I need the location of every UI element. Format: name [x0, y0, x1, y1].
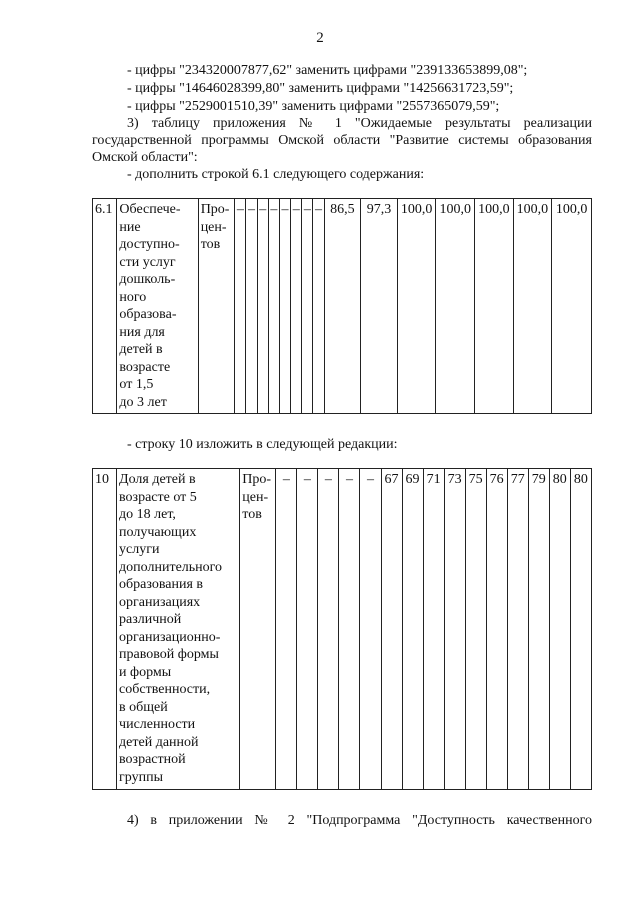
paragraph-4: 4) в приложении № 2 "Подпрограмма "Доступность качественного	[127, 813, 592, 828]
value-cell: –	[291, 199, 302, 414]
value-cell: 80	[570, 469, 591, 790]
value-cell: 73	[444, 469, 465, 790]
row-number: 10	[93, 469, 117, 790]
replace-line-2: - цифры "14646028399,80" заменить цифрами "14256631723,59";	[127, 81, 514, 96]
paragraph-3-line-3: Омской области":	[92, 150, 198, 165]
table-row	[93, 469, 592, 790]
value-cell: 76	[486, 469, 507, 790]
value-cell: 100,0	[513, 199, 552, 414]
table-row	[93, 199, 592, 414]
value-cell: 67	[381, 469, 402, 790]
value-cell: –	[339, 469, 360, 790]
value-cell: –	[297, 469, 318, 790]
value-cell: –	[268, 199, 279, 414]
value-cell: –	[276, 469, 297, 790]
value-cell: –	[302, 199, 313, 414]
value-cell: –	[318, 469, 339, 790]
table-row-6-1	[92, 198, 592, 414]
value-cell: –	[279, 199, 290, 414]
value-cell: –	[313, 199, 324, 414]
value-cell: 100,0	[552, 199, 592, 414]
row-number: 6.1	[93, 199, 117, 414]
value-cell: –	[360, 469, 381, 790]
value-cell: 100,0	[475, 199, 514, 414]
paragraph-3-line-1: 3) таблицу приложения № 1 "Ожидаемые результаты реализации	[127, 116, 592, 131]
replace-line-3: - цифры "2529001510,39" заменить цифрами "2557365079,59";	[127, 99, 500, 114]
value-cell: 71	[423, 469, 444, 790]
value-cell: 97,3	[361, 199, 398, 414]
value-cell: 100,0	[436, 199, 475, 414]
value-cell: 86,5	[324, 199, 361, 414]
paragraph-3-line-2: государственной программы Омской области "Развитие системы образования	[92, 133, 592, 148]
unit-cell: Про- цен- тов	[240, 469, 276, 790]
value-cell: 100,0	[397, 199, 436, 414]
value-cell: –	[246, 199, 257, 414]
value-cell: 69	[402, 469, 423, 790]
value-cell: –	[235, 199, 246, 414]
value-cell: 79	[528, 469, 549, 790]
value-cell: 77	[507, 469, 528, 790]
value-cell: 75	[465, 469, 486, 790]
row-10-instruction: - строку 10 изложить в следующей редакции:	[127, 437, 398, 452]
table-row-10	[92, 468, 592, 790]
value-cell: –	[257, 199, 268, 414]
indicator-description: Доля детей в возрасте от 5 до 18 лет, получающих услуги дополнительного образования в организациях различной организационно- правовой формы и формы собственности, в общей численности детей данной возрастной группы	[117, 469, 240, 790]
indicator-description: Обеспече- ние доступно- сти услуг дошколь- ного образова- ния для детей в возрасте от 1,5 до 3 лет	[117, 199, 198, 414]
replace-line-1: - цифры "234320007877,62" заменить цифрами "239133653899,08";	[127, 63, 528, 78]
page-number: 2	[316, 30, 324, 46]
unit-cell: Про- цен- тов	[198, 199, 235, 414]
value-cell: 80	[549, 469, 570, 790]
add-row-instruction: - дополнить строкой 6.1 следующего содержания:	[127, 167, 425, 182]
